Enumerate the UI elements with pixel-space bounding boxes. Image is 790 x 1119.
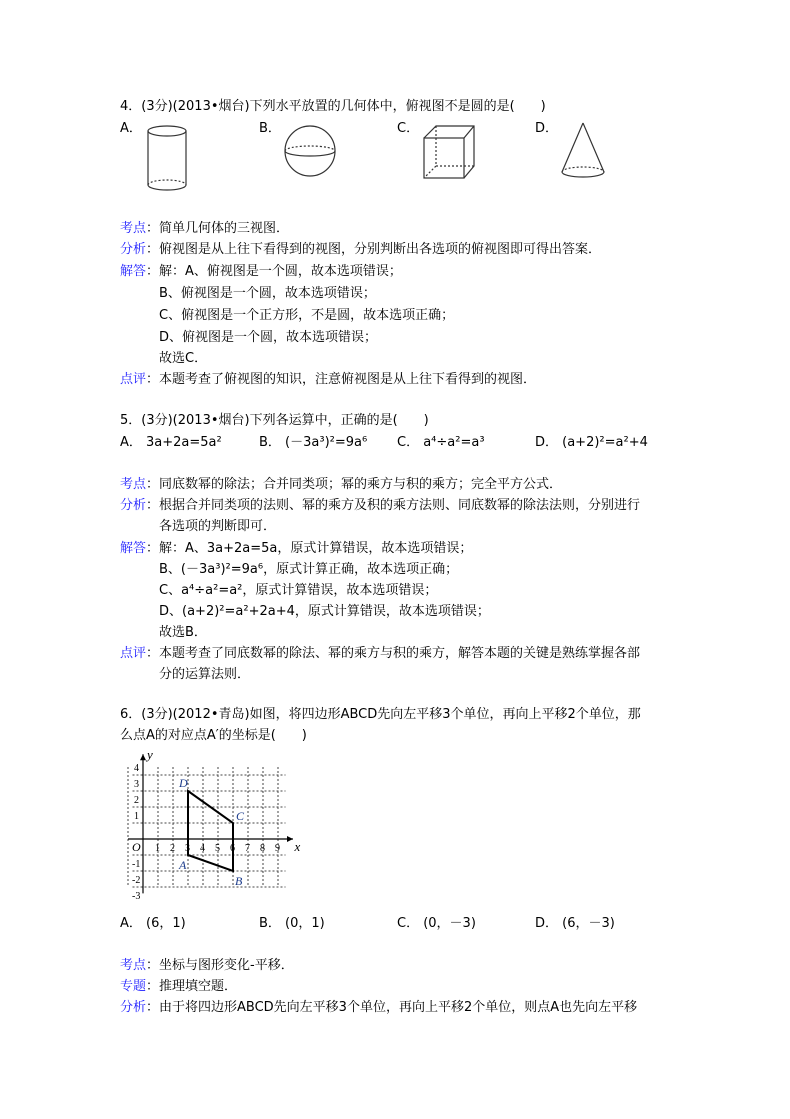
x-tick-label: 8 [260,843,265,854]
question-5-title: 5．(3分)(2013•烟台)下列各运算中，正确的是( ) [120,413,429,428]
option-b: B． (0，1) [259,916,325,931]
quadrilateral-abcd [188,791,233,871]
zhuanti-text: 推理填空题． [159,979,238,994]
jieda-line: 解：A、俯视图是一个圆，故本选项错误； [159,264,402,279]
jieda-line: C、a⁴÷a²=a²，原式计算错误，故本选项错误； [159,583,438,598]
y-tick-label: 4 [134,763,139,774]
x-tick-label: 2 [170,843,175,854]
question-6-title: 6．(3分)(2012•青岛)如图，将四边形ABCD先向左平移3个单位，再向上平移2个单位，那 [120,707,641,722]
option-b-label: B． [259,121,281,136]
jieda-line: D、俯视图是一个圆，故本选项错误； [159,330,378,345]
vertex-label-a: A [179,858,187,872]
fenxi-text: 俯视图是从上往下看得到的视图，分别判断出各选项的俯视图即可得出答案． [159,242,602,257]
question-6-title-cont: 么点A的对应点A′的坐标是( ) [120,728,307,743]
y-tick-label: -2 [132,875,141,886]
jieda-label: 解答 ： [120,264,159,280]
kaodian-text: 同底数幂的除法；合并同类项；幂的乘方与积的乘方；完全平方公式． [159,477,563,492]
vertex-label-d: D [179,776,188,790]
zhuanti-label: 专题 ： [120,979,159,995]
option-b: B． (－3a³)²=9a⁶ [259,435,368,450]
option-d: D． (a+2)²=a²+4 [535,435,648,450]
fenxi-label: 分析 ： [120,1000,159,1016]
option-c-label: C． [397,121,420,136]
x-tick-label: 1 [155,843,160,854]
option-c: C． a⁴÷a²=a³ [397,435,485,450]
jieda-line: 故选C． [159,351,208,366]
jieda-line: B、(－3a³)²=9a⁶，原式计算正确，故本选项正确； [159,562,459,577]
vertex-label-b: B [235,874,243,888]
dianping-line: 本题考查了同底数幂的除法、幂的乘方与积的乘方，解答本题的关键是熟练掌握各部 [159,646,641,661]
x-tick-label: 9 [275,843,280,854]
y-tick-label: -3 [132,891,141,902]
jieda-line: C、俯视图是一个正方形，不是圆，故本选项正确； [159,308,455,323]
question-4-title: 4．(3分)(2013•烟台)下列水平放置的几何体中，俯视图不是圆的是( ) [120,99,546,114]
dianping-line: 分的运算法则． [159,667,251,682]
dianping-label: 点评 ： [120,372,159,388]
option-d-label: D． [535,121,559,136]
option-a-label: A． [120,121,142,136]
kaodian-text: 坐标与图形变化-平移． [159,958,294,973]
sphere-icon [283,122,337,182]
vertex-label-c: C [236,809,245,823]
y-tick-label: -1 [132,859,141,870]
y-axis-label: y [147,752,153,762]
y-tick-label: 3 [134,779,139,790]
y-tick-label: 1 [134,811,139,822]
option-a: A． 3a+2a=5a² [120,435,222,450]
x-tick-label: 7 [245,843,250,854]
cylinder-icon [145,122,191,194]
fenxi-label: 分析 ： [120,242,159,258]
jieda-line: D、(a+2)²=a²+2a+4，原式计算错误，故本选项错误； [159,604,490,619]
kaodian-label: 考点 ： [120,477,159,493]
jieda-label: 解答 ： [120,541,159,557]
coordinate-graph [115,752,310,904]
cone-icon [558,120,608,182]
option-d: D． (6，－3) [535,916,615,931]
kaodian-label: 考点 ： [120,958,159,974]
y-tick-label: 2 [134,795,139,806]
fenxi-label: 分析 ： [120,498,159,514]
cube-icon [420,122,476,184]
x-tick-label: 5 [215,843,220,854]
fenxi-line: 各选项的判断即可． [159,519,277,534]
fenxi-line: 根据合并同类项的法则、幂的乘方及积的乘方法则、同底数幂的除法法则，分别进行 [159,498,641,513]
x-tick-label: 4 [200,843,205,854]
jieda-line: B、俯视图是一个圆，故本选项错误； [159,286,376,301]
x-axis-arrow [287,836,293,842]
y-axis-arrow [140,754,146,760]
origin-label: O [132,840,141,854]
x-axis-label: x [294,839,301,854]
x-tick-label: 3 [185,843,190,854]
jieda-line: 解：A、3a+2a=5a，原式计算错误，故本选项错误； [159,541,473,556]
kaodian-text: 简单几何体的三视图． [159,221,290,236]
option-a: A． (6，1) [120,916,186,931]
jieda-line: 故选B． [159,625,207,640]
x-tick-label: 6 [230,843,235,854]
kaodian-label: 考点 ： [120,221,159,237]
fenxi-text: 由于将四边形ABCD先向左平移3个单位，再向上平移2个单位，则点A也先向左平移 [159,1000,638,1015]
option-c: C． (0，－3) [397,916,476,931]
dianping-text: 本题考查了俯视图的知识，注意俯视图是从上往下看得到的视图． [159,372,537,387]
dianping-label: 点评 ： [120,646,159,662]
